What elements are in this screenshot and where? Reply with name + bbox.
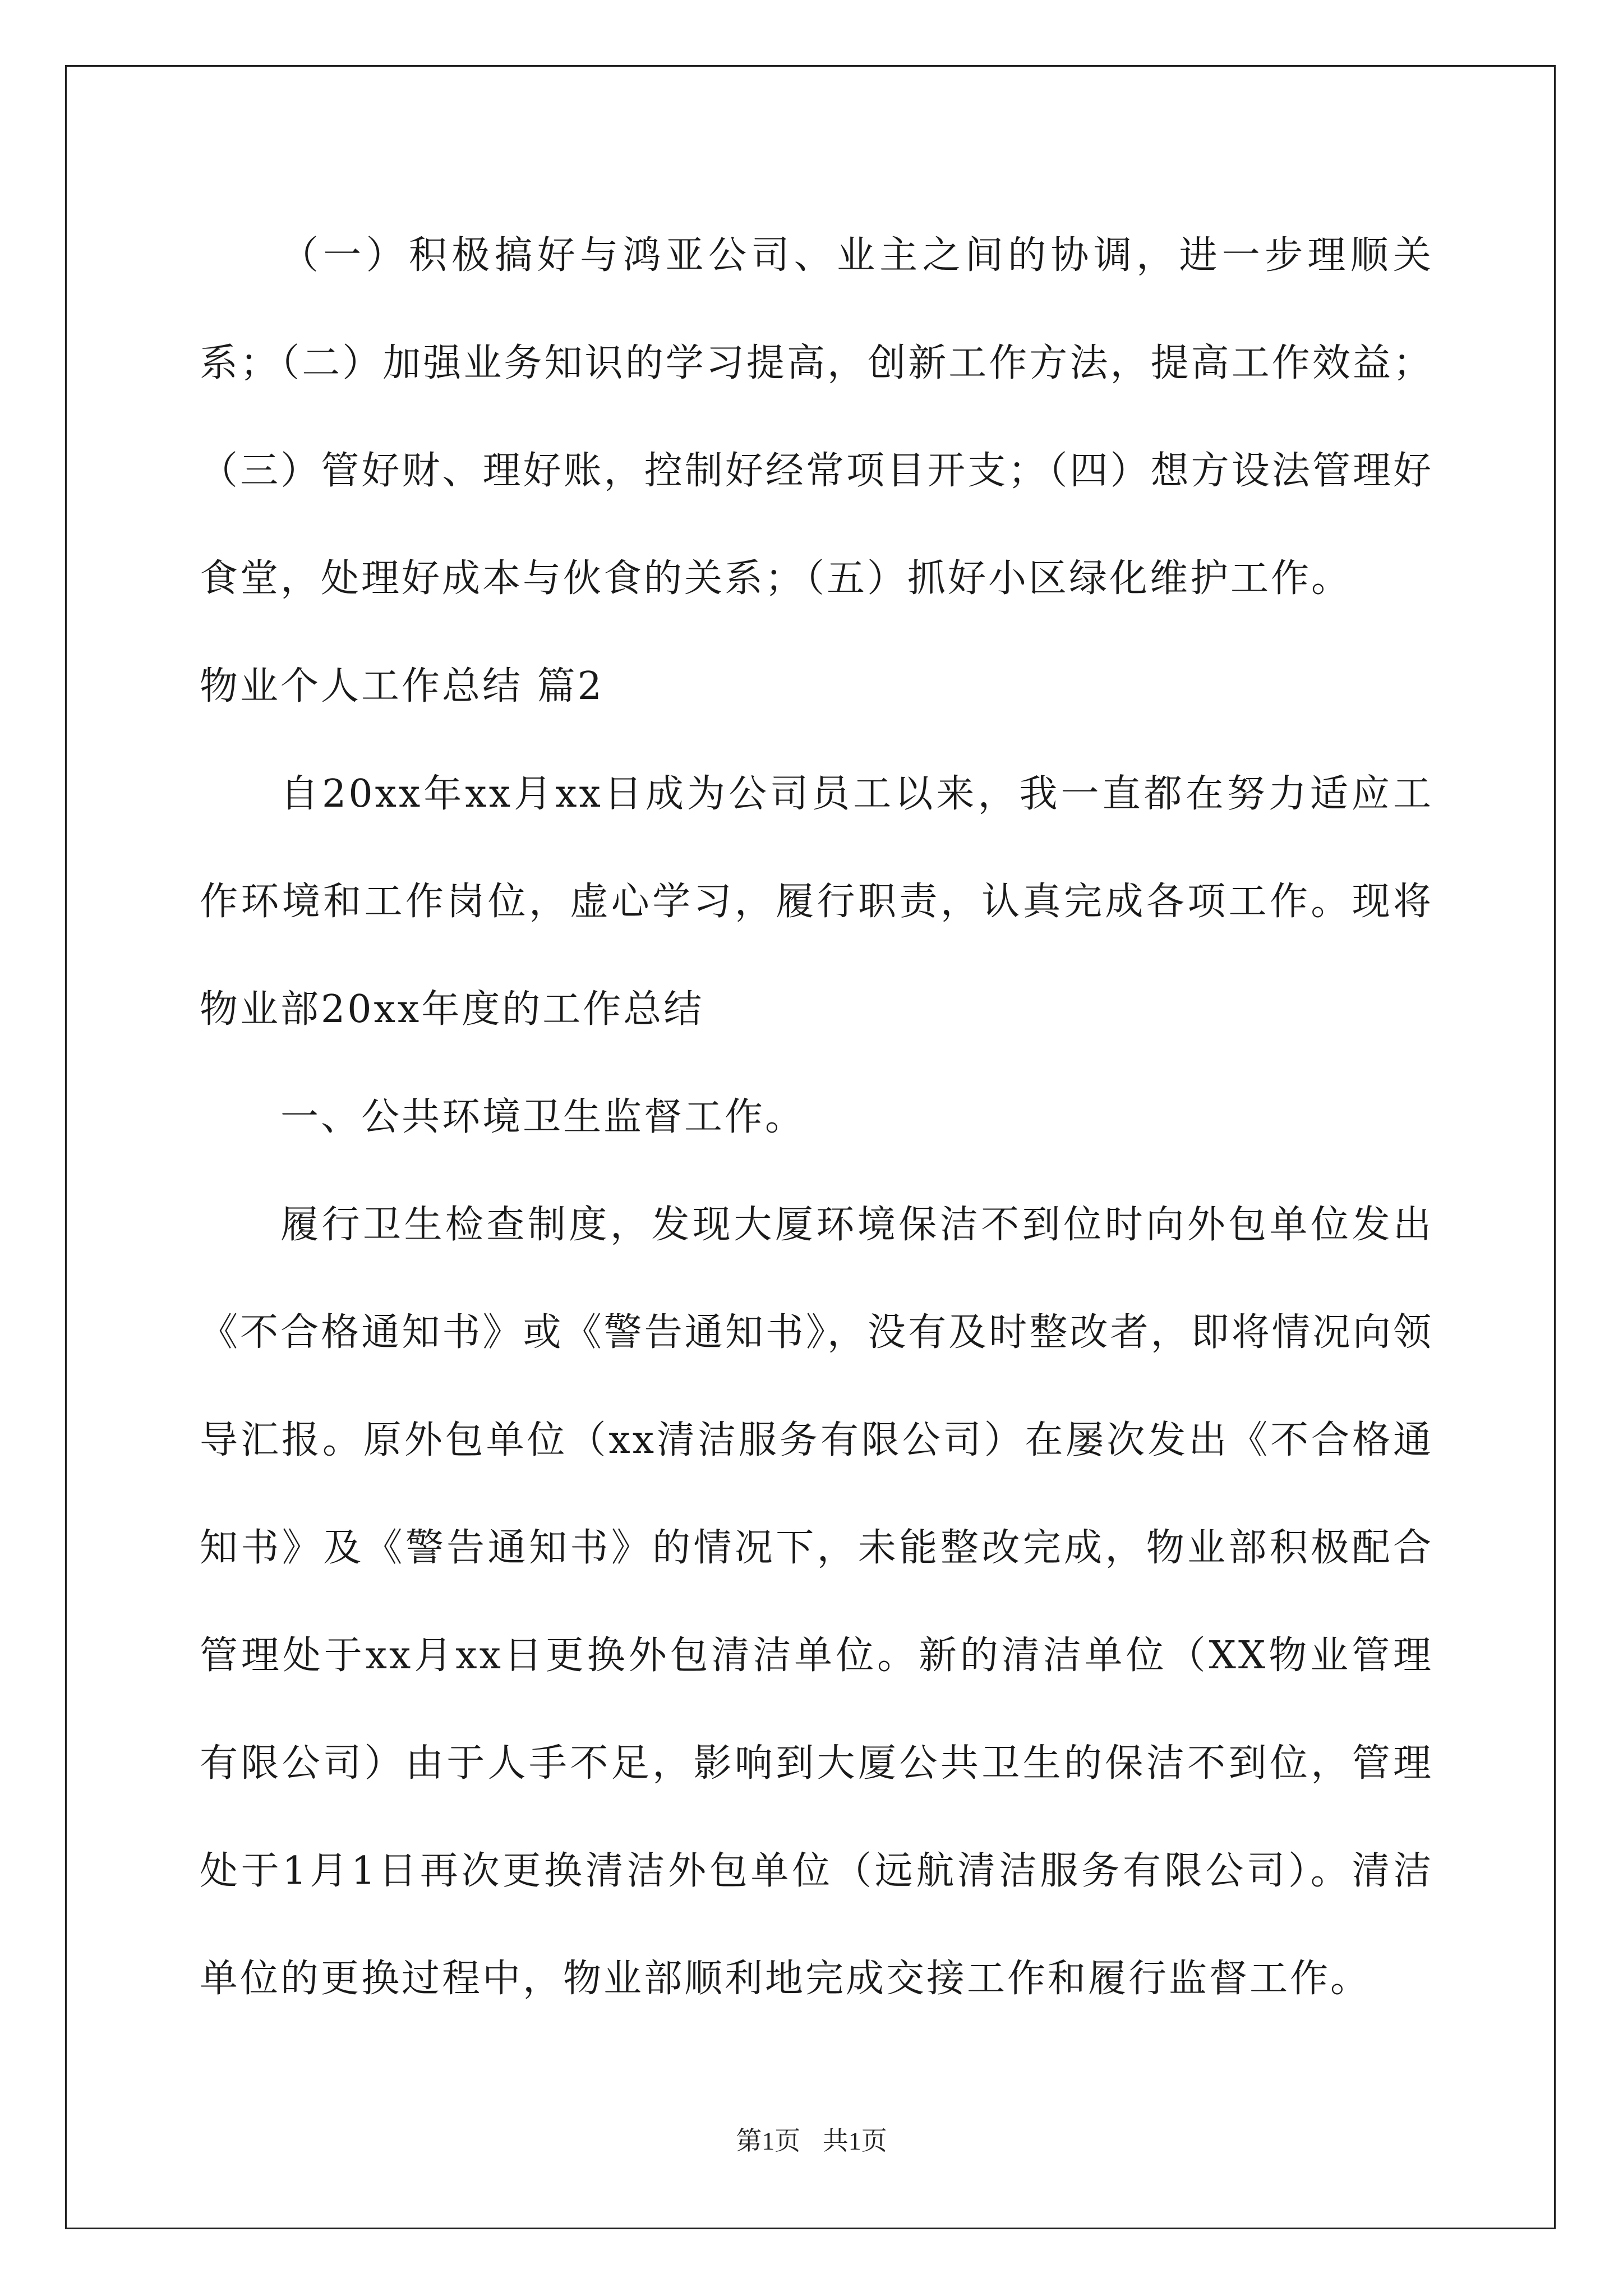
paragraph-measures: （一）积极搞好与鸿亚公司、业主之间的协调，进一步理顺关系；（二）加强业务知识的学习提高，创新工作方法，提高工作效益；（三）管好财、理好账，控制好经常项目开支；（四）想方设法管理好食堂，处理好成本与伙食的关系；（五）抓好小区绿化维护工作。 — [200, 233, 1433, 601]
page-number: 第1页 — [736, 2127, 801, 2155]
page-footer — [0, 2120, 1623, 2157]
page-total: 共1页 — [822, 2127, 887, 2155]
subsection-heading: 一、公共环境卫生监督工作。 — [280, 1095, 806, 1139]
section-heading: 物业个人工作总结 篇2 — [200, 664, 604, 708]
paragraph-intro: 自20xx年xx月xx日成为公司员工以来，我一直都在努力适应工作环境和工作岗位，虚心学习，履行职责，认真完成各项工作。现将物业部20xx年度的工作总结 — [200, 772, 1433, 1032]
paragraph-hygiene: 履行卫生检查制度，发现大厦环境保洁不到位时向外包单位发出《不合格通知书》或《警告通知书》，没有及时整改者，即将情况向领导汇报。原外包单位（xx清洁服务有限公司）在屡次发出《不合格通知书》及《警告通知书》的情况下，未能整改完成，物业部积极配合管理处于xx月xx日更换外包清洁单位。新的清洁单位（XX物业管理有限公司）由于人手不足，影响到大厦公共卫生的保洁不到位，管理处于1月1日再次更换清洁外包单位（远航清洁服务有限公司）。清洁单位的更换过程中，物业部顺利地完成交接工作和履行监督工作。 — [200, 1203, 1433, 2001]
document-body — [200, 202, 1433, 2033]
